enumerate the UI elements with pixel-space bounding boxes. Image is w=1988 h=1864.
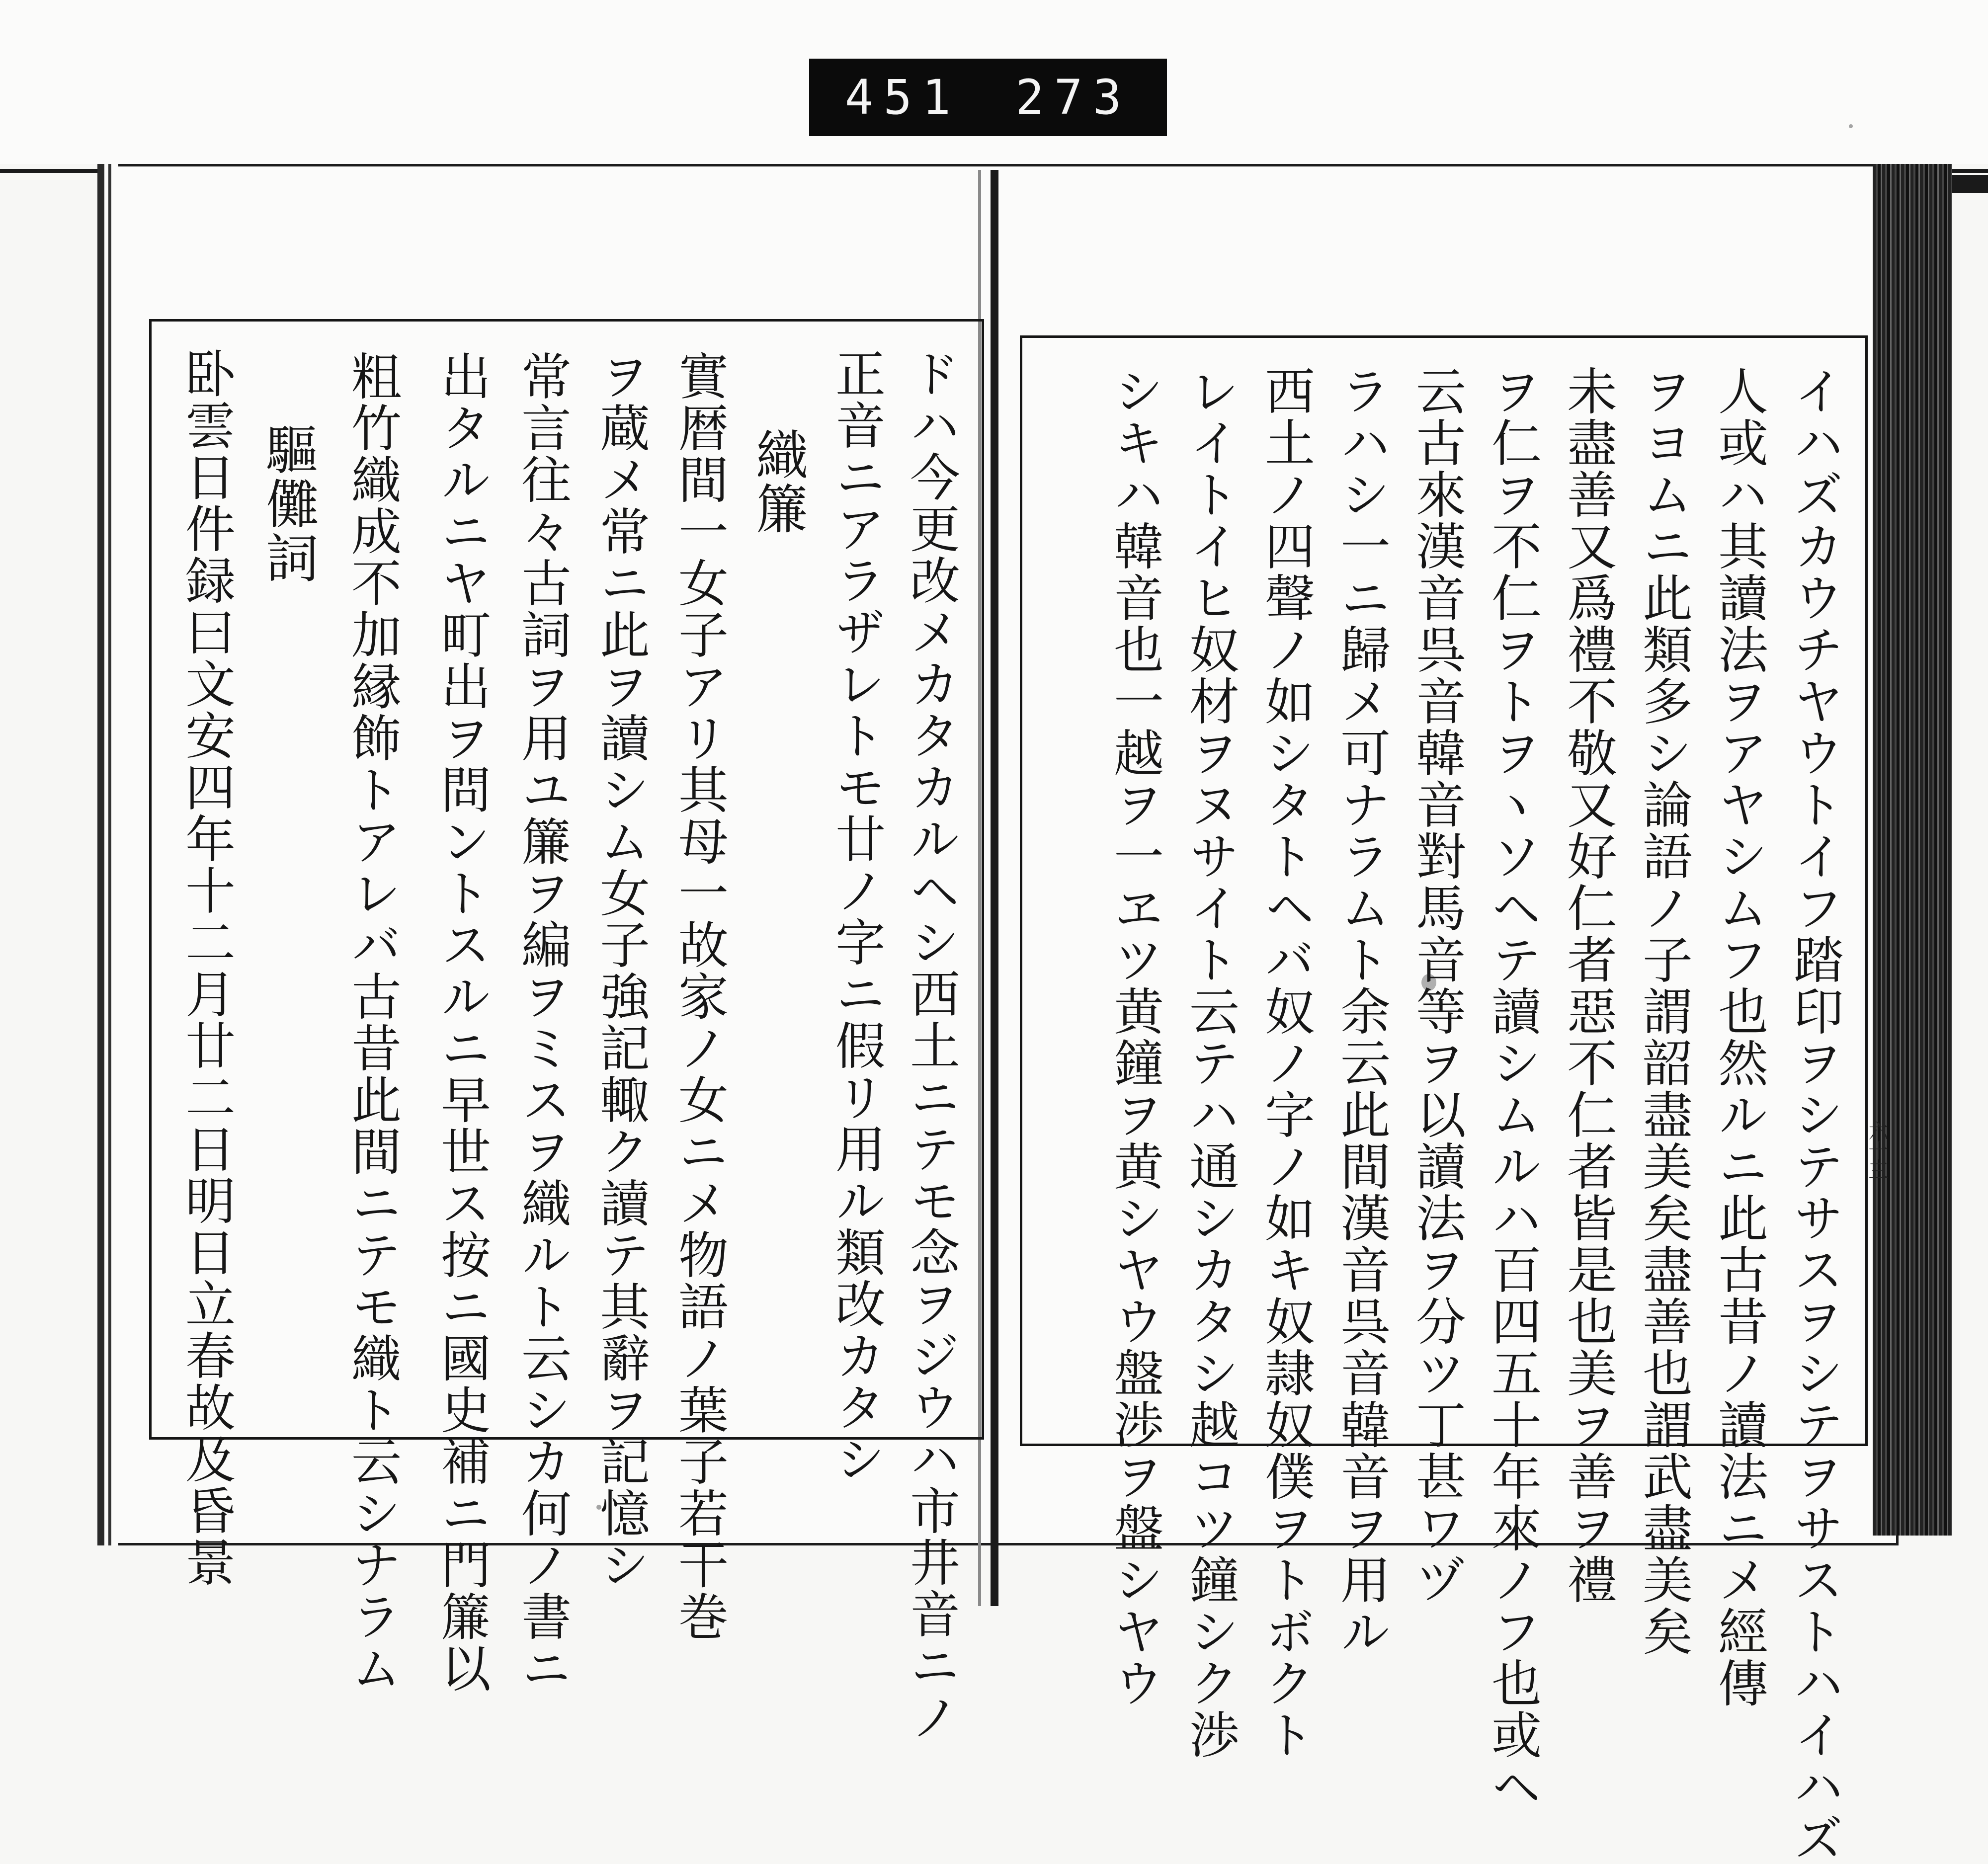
page-number: 六十三	[1865, 1121, 1888, 1180]
left-col-6: 出タルニヤ町出ヲ問ントスルニ早世ス按ニ國史補ニ門簾以	[432, 350, 491, 1694]
left-col-5: 常言往々古詞ヲ用ユ簾ヲ編ヲミスヲ織ルト云シカ何ノ書ニ	[513, 350, 572, 1694]
left-heading-kunaishi: 驅儺詞	[257, 422, 319, 585]
right-col-5: ヲ仁ヲ不仁ヲトヲヽソヘテ讀シムルハ百四五十年來ノフ也或ヘ	[1483, 365, 1542, 1812]
scan-speck	[1421, 974, 1436, 991]
right-col-2: 人或ハ其讀法ヲアヤシムフ也然ルニ此古昔ノ讀法ニメ經傳	[1710, 365, 1768, 1709]
left-col-2: 正音ニアラザレトモ廿ノ字ニ假リ用ル類改カタシ	[827, 348, 886, 1485]
left-page-edge	[97, 164, 118, 1545]
left-col-3: 實暦間一女子アリ其母一故家ノ女ニメ物語ノ葉子若干巻	[670, 350, 729, 1642]
film-label	[809, 59, 1167, 136]
left-heading-orikumi: 織簾	[747, 427, 809, 536]
film-label-left: 451	[844, 70, 961, 125]
right-col-4: 未盡善又爲禮不敬又好仁者惡不仁者皆是也美ヲ善ヲ禮	[1559, 365, 1617, 1606]
right-col-9: レイトイヒ奴材ヲヌサイト云テハ通シカタシ越コツ鐘シク渉	[1181, 365, 1240, 1761]
left-col-1: ドハ今更改メカタカルヘシ西土ニテモ念ヲジウハ市井音ニノ	[902, 348, 960, 1743]
left-col-8: 卧雲日件録曰文安四年十二月廿二日明日立春故及昏景	[177, 348, 236, 1588]
right-edge-cap	[1952, 175, 1988, 193]
right-col-8: 西土ノ四聲ノ如シタトヘバ奴ノ字ノ如キ奴隷奴僕ヲトボクト	[1256, 365, 1315, 1761]
right-col-6: 云古來漢音呉音韓音對馬音等ヲ以讀法ヲ分ツ丁甚ワヅ	[1408, 365, 1466, 1606]
right-col-3: ヲヨムニ此類多シ論語ノ子謂韶盡美矣盡善也謂武盡美矣	[1634, 365, 1693, 1657]
left-col-7: 粗竹織成不加縁飾トアレバ古昔此間ニテモ織ト云シナラム	[343, 350, 402, 1694]
left-col-4: ヲ蔵メ常ニ此ヲ讀シム女子強記輙ク讀テ其辭ヲ記憶シ	[591, 350, 650, 1591]
scan-speck	[1849, 124, 1853, 128]
scan-speck	[596, 1505, 601, 1510]
right-col-10: シキハ韓音也一越ヲ一ヱツ黄鐘ヲ黄シヤウ盤渉ヲ盤シヤウ	[1105, 365, 1164, 1709]
right-col-7: ラハシ一ニ歸メ可ナラムト余云此間漢音呉音韓音ヲ用ル	[1332, 365, 1391, 1657]
right-page-stack-edge	[1873, 164, 1952, 1536]
film-label-right: 273	[1015, 70, 1132, 125]
right-col-1: イハズカウチヤウトイフ踏印ヲシテサスヲシテヲサストハイハズ	[1785, 365, 1844, 1864]
book-gutter	[991, 170, 998, 1606]
